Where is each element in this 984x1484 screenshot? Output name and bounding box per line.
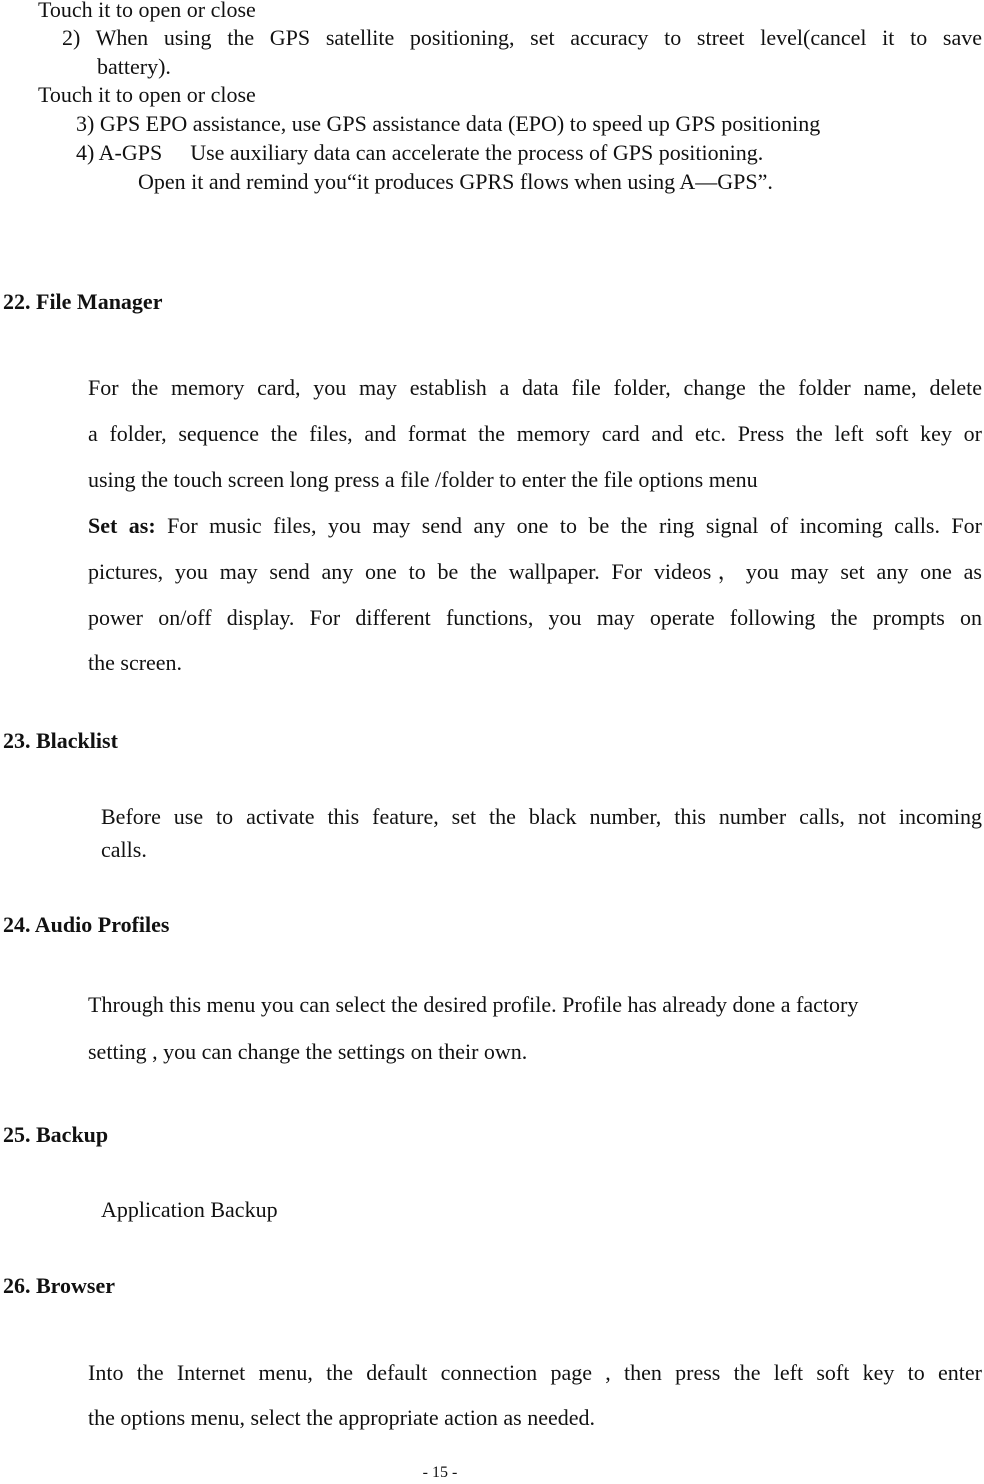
backup-line-1: Application Backup (101, 1197, 278, 1222)
gps-agps-label: 4) A-GPS (76, 140, 163, 165)
heading-blacklist: 23. Blacklist (3, 728, 118, 753)
set-as-text: For music files, you may send any one to be the ring signal of incoming calls. For (155, 513, 982, 538)
gps-line-3: battery). (97, 54, 171, 79)
blacklist-line-2: calls. (101, 837, 147, 862)
heading-audio-profiles: 24. Audio Profiles (3, 912, 170, 937)
heading-browser: 26. Browser (3, 1273, 116, 1298)
page-number: - 15 - (422, 1464, 458, 1481)
file-manager-line-3: using the touch screen long press a file /folder to enter the file options menu (88, 467, 758, 492)
file-manager-line-2: a folder, sequence the files, and format the memory card and etc. Press the left soft key or (88, 421, 982, 446)
gps-line-4: Touch it to open or close (38, 82, 256, 107)
gps-line-6 (76, 139, 763, 167)
blacklist-line-1: Before use to activate this feature, set the black number, this number calls, not incoming (101, 804, 982, 829)
gps-line-7: Open it and remind you“it produces GPRS flows when using A—GPS”. (138, 169, 773, 194)
file-manager-line-1: For the memory card, you may establish a data file folder, change the folder name, delete (88, 375, 982, 400)
set-as-label: Set as: (88, 513, 156, 538)
heading-file-manager: 22. File Manager (3, 289, 163, 314)
file-manager-line-5: pictures, you may send any one to be the wallpaper. For videos，you may set any one as (88, 559, 982, 584)
audio-profiles-line-1: Through this menu you can select the desired profile. Profile has already done a factory (88, 992, 859, 1017)
gps-line-2: 2) When using the GPS satellite positioning, set accuracy to street level(cancel it to save (62, 25, 982, 50)
file-manager-line-7: the screen. (88, 650, 183, 675)
browser-line-2: the options menu, select the appropriate action as needed. (88, 1405, 596, 1430)
file-manager-line-4 (88, 512, 982, 540)
browser-line-1: Into the Internet menu, the default connection page , then press the left soft key to enter (88, 1360, 982, 1385)
gps-line-1: Touch it to open or close (38, 0, 256, 22)
audio-profiles-line-2: setting , you can change the settings on their own. (88, 1039, 528, 1064)
gps-agps-desc: Use auxiliary data can accelerate the process of GPS positioning. (190, 140, 764, 165)
heading-backup: 25. Backup (3, 1122, 109, 1147)
gps-line-5: 3) GPS EPO assistance, use GPS assistance data (EPO) to speed up GPS positioning (76, 111, 821, 136)
file-manager-line-6: power on/off display. For different functions, you may operate following the prompts on (88, 605, 982, 630)
